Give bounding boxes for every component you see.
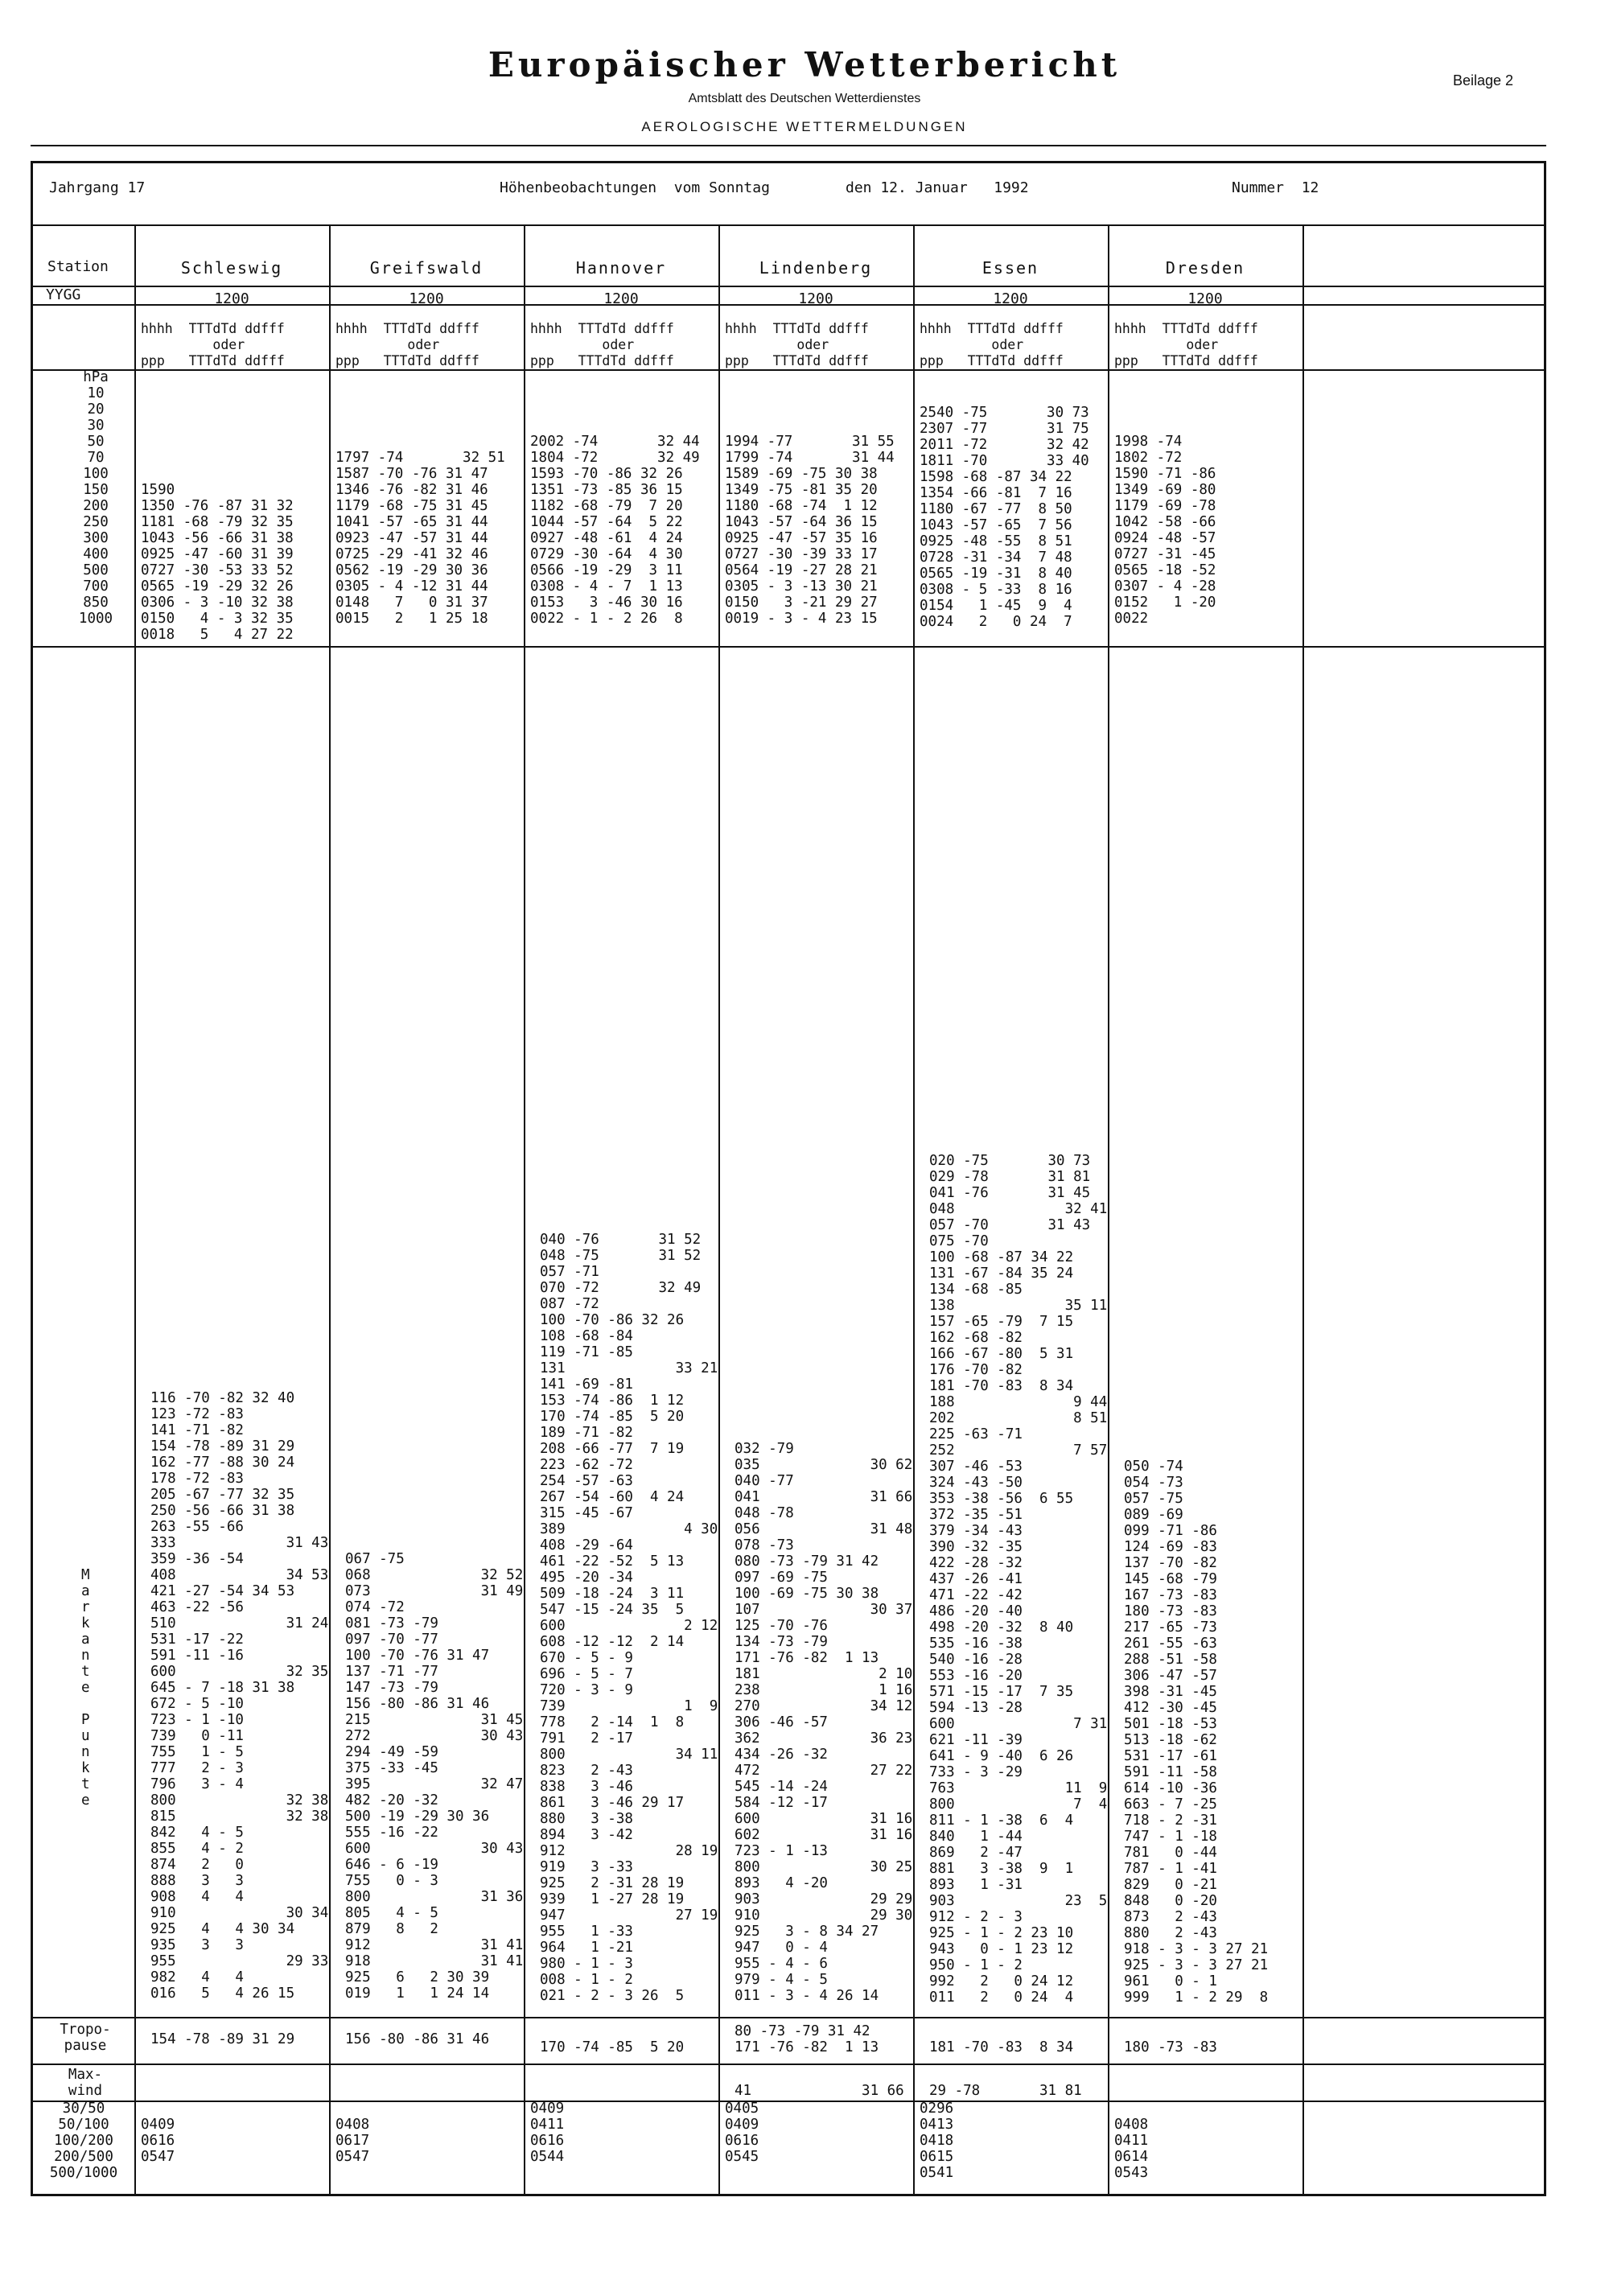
tropopause-data: 180 -73 -83: [1124, 2039, 1217, 2055]
column-header: hhhh TTTdTd ddfff oder ppp TTTdTd ddfff: [1114, 321, 1258, 368]
station-name: Schleswig: [180, 258, 283, 278]
rule-below-markante: [33, 2017, 1545, 2018]
yygg-label: YYGG: [46, 286, 81, 303]
column-header: hhhh TTTdTd ddfff oder ppp TTTdTd ddfff: [335, 321, 479, 368]
issue-number: Nummer 12: [1232, 179, 1319, 196]
rule-below-colhead: [33, 369, 1545, 371]
significant-levels-data: 067 -75 068 32 52 073 31 49 074 -72 081 -73 -79 097 -70 -77 100 -70 -76 31 47 137 -71 -77 147 -73 -79 156 -80 -86 31 46 215 31 45 272 30 43 294 -49 -59 375 -33 -45 395 32 47 482 -20 -32 500 -19 -29 30 36 555 -16 -22 600 30 43 646 - 6 -19 755 0 - 3 800 31 36 805 4 - 5 879 8 2 912 31 41 918 31 41 925 6 2 30 39 019 1 1 24 14: [345, 1551, 524, 2002]
shear-layers: 30/50 50/100 100/200 200/500 500/1000: [49, 2101, 118, 2181]
rule-below-tropopause: [33, 2064, 1545, 2065]
rule-below-station: [33, 286, 1545, 287]
standard-levels-data: 1590 1350 -76 -87 31 32 1181 -68 -79 32 35 1043 -56 -66 31 38 0925 -47 -60 31 39 0727 -30 -53 33 52 0565 -19 -29 32 26 0306 - 3 -10 32 38 0150 4 - 3 32 35 0018 5 4 27 22: [141, 482, 294, 643]
beilage-label: Beilage 2: [1453, 72, 1514, 88]
rule-below-standard: [33, 646, 1545, 648]
shear-data: 0408 0411 0614 0543: [1114, 2117, 1149, 2181]
shear-data: 0296 0413 0418 0615 0541: [920, 2101, 954, 2181]
column-header: hhhh TTTdTd ddfff oder ppp TTTdTd ddfff: [920, 321, 1064, 368]
standard-levels-data: 1797 -74 32 51 1587 -70 -76 31 47 1346 -76 -82 31 46 1179 -68 -75 31 45 1041 -57 -65 31 44 0923 -47 -57 31 44 0725 -29 -41 32 46 0562 -19 -29 30 36 0305 - 4 -12 31 44 0148 7 0 31 37 0015 2 1 25 18: [335, 450, 505, 627]
tropopause-data: 181 -70 -83 8 34: [929, 2039, 1074, 2055]
station-time: 1200: [603, 290, 639, 307]
shear-data: 0405 0409 0616 0545: [725, 2101, 759, 2165]
significant-levels-data: 020 -75 30 73 029 -78 31 81 041 -76 31 45 048 32 41 057 -70 31 43 075 -70 100 -68 -87 34 22 131 -67 -84 35 24 134 -68 -85 138 35 11 157 -65 -79 7 15 162 -68 -82 166 -67 -80 5 31 176 -70 -82 181 -70 -83 8 34 188 9 44 202 8 51 225 -63 -71 252 7 57 307 -46 -53 324 -43 -50 353 -38 -56 6 55 372 -35 -51 379 -34 -43 390 -32 -35 422 -28 -32 437 -26 -41 471 -22 -42 486 -20 -40 498 -20 -32 8 40 535 -16 -38 540 -16 -28 553 -16 -20 571 -15 -17 7 35 594 -13 -28 600 7 31 621 -11 -39 641 - 9 -40 6 26 733 - 3 -29 763 11 9 800 7 4 811 - 1 -38 6 4 840 1 -44 869 2 -47 881 3 -38 9 1 893 1 -31 903 23 5 912 - 2 - 3 925 - 1 - 2 23 10 943 0 - 1 23 12 950 - 1 - 2 992 2 0 24 12 011 2 0 24 4: [929, 1153, 1108, 2006]
shear-data: 0408 0617 0547: [335, 2117, 370, 2165]
significant-levels-data: 032 -79 035 30 62 040 -77 041 31 66 048 -78 056 31 48 078 -73 080 -73 -79 31 42 097 -69 -75 100 -69 -75 30 38 107 30 37 125 -70 -76 134 -73 -79 171 -76 -82 1 13 181 2 10 238 1 16 270 34 12 306 -46 -57 362 36 23 434 -26 -32 472 27 22 545 -14 -24 584 -12 -17 600 31 16 602 31 16 723 - 1 -13 800 30 25 893 4 -20 903 29 29 910 29 30 925 3 - 8 34 27 947 0 - 4 955 - 4 - 6 979 - 4 - 5 011 - 3 - 4 26 14: [735, 1441, 913, 2004]
subtitle: Amtsblatt des Deutschen Wetterdienstes: [688, 92, 921, 105]
station-label: Station: [47, 258, 109, 275]
station-name: Dresden: [1165, 258, 1245, 278]
standard-levels-data: 2002 -74 32 44 1804 -72 32 49 1593 -70 -86 32 26 1351 -73 -85 36 15 1182 -68 -79 7 20 1044 -57 -64 5 22 0927 -48 -61 4 24 0729 -30 -64 4 30 0566 -19 -29 3 11 0308 - 4 - 7 1 13 0153 3 -46 30 16 0022 - 1 - 2 26 8: [530, 434, 700, 627]
maxwind-data: 29 -78 31 81: [929, 2083, 1082, 2099]
issue-date: den 12. Januar 1992: [846, 179, 1029, 196]
tropopause-data: 154 -78 -89 31 29: [150, 2031, 295, 2047]
observation-type: Höhenbeobachtungen vom Sonntag: [500, 179, 770, 196]
jahrgang: Jahrgang 17: [49, 179, 146, 196]
significant-levels-data: 050 -74 054 -73 057 -75 089 -69 099 -71 -86 124 -69 -83 137 -70 -82 145 -68 -79 167 -73 -83 180 -73 -83 217 -65 -73 261 -55 -63 288 -51 -58 306 -47 -57 398 -31 -45 412 -30 -45 501 -18 -53 513 -18 -62 531 -17 -61 591 -11 -58 614 -10 -36 663 - 7 -25 718 - 2 -31 747 - 1 -18 781 0 -44 787 - 1 -41 829 0 -21 848 0 -20 873 2 -43 880 2 -43 918 - 3 - 3 27 21 925 - 3 - 3 27 21 961 0 - 1 999 1 - 2 29 8: [1124, 1459, 1269, 2006]
rule-below-meta: [33, 224, 1545, 226]
station-time: 1200: [1187, 290, 1223, 307]
standard-levels-data: 2540 -75 30 73 2307 -77 31 75 2011 -72 32 42 1811 -70 33 40 1598 -68 -87 34 22 1354 -66 -81 7 16 1180 -67 -77 8 50 1043 -57 -65 7 56 0925 -48 -55 8 51 0728 -31 -34 7 48 0565 -19 -31 8 40 0308 - 5 -33 8 16 0154 1 -45 9 4 0024 2 0 24 7: [920, 405, 1089, 630]
col-rule-7: [1302, 224, 1304, 2195]
significant-levels-data: 040 -76 31 52 048 -75 31 52 057 -71 070 -72 32 49 087 -72 100 -70 -86 32 26 108 -68 -84 119 -71 -85 131 33 21 141 -69 -81 153 -74 -86 1 12 170 -74 -85 5 20 189 -71 -82 208 -66 -77 7 19 223 -62 -72 254 -57 -63 267 -54 -60 4 24 315 -45 -67 389 4 30 408 -29 -64 461 -22 -52 5 13 495 -20 -34 509 -18 -24 3 11 547 -15 -24 35 5 600 2 12 608 -12 -12 2 14 670 - 5 - 9 696 - 5 - 7 720 - 3 - 9 739 1 9 778 2 -14 1 8 791 2 -17 800 34 11 823 2 -43 838 3 -46 861 3 -46 29 17 880 3 -38 894 3 -42 912 28 19 919 3 -33 925 2 -31 28 19 939 1 -27 28 19 947 27 19 955 1 -33 964 1 -21 980 - 1 - 3 008 - 1 - 2 021 - 2 - 3 26 5: [540, 1232, 718, 2004]
page-title: Europäischer Wetterbericht: [488, 45, 1121, 84]
station-time: 1200: [993, 290, 1028, 307]
tropopause-data: 80 -73 -79 31 42 171 -76 -82 1 13: [735, 2023, 879, 2055]
column-header: hhhh TTTdTd ddfff oder ppp TTTdTd ddfff: [530, 321, 674, 368]
standard-levels-data: 1998 -74 1802 -72 1590 -71 -86 1349 -69 -80 1179 -69 -78 1042 -58 -66 0924 -48 -57 0727 -31 -45 0565 -18 -52 0307 - 4 -28 0152 1 -20 0022: [1114, 434, 1216, 627]
column-header: hhhh TTTdTd ddfff oder ppp TTTdTd ddfff: [725, 321, 869, 368]
shear-data: 0409 0411 0616 0544: [530, 2101, 565, 2165]
maxwind-label: Max- wind: [68, 2067, 103, 2099]
station-name: Hannover: [575, 258, 667, 278]
col-rule-2: [329, 224, 331, 2195]
station-time: 1200: [214, 290, 249, 307]
shear-data: 0409 0616 0547: [141, 2117, 175, 2165]
column-header: hhhh TTTdTd ddfff oder ppp TTTdTd ddfff: [141, 321, 285, 368]
markante-punkte-label: M a r k a n t e P u n k t e: [81, 1567, 90, 1808]
weather-table: [31, 161, 1546, 2196]
tropopause-label: Tropo- pause: [60, 2022, 111, 2054]
rule-below-maxwind: [33, 2101, 1545, 2102]
col-rule-3: [524, 224, 525, 2195]
station-name: Greifswald: [369, 258, 484, 278]
station-time: 1200: [798, 290, 833, 307]
col-rule-5: [913, 224, 915, 2195]
col-rule-6: [1108, 224, 1109, 2195]
header-rule: [31, 145, 1546, 146]
section-title: AEROLOGISCHE WETTERMELDUNGEN: [641, 119, 968, 134]
col-rule-4: [718, 224, 720, 2195]
standard-levels-data: 1994 -77 31 55 1799 -74 31 44 1589 -69 -75 30 38 1349 -75 -81 35 20 1180 -68 -74 1 12 1043 -57 -64 36 15 0925 -47 -57 35 16 0727 -30 -39 33 17 0564 -19 -27 28 21 0305 - 3 -13 30 21 0150 3 -21 29 27 0019 - 3 - 4 23 15: [725, 434, 895, 627]
maxwind-data: 41 31 66: [735, 2083, 904, 2099]
pressure-levels: hPa 10 20 30 50 70 100 150 200 250 300 400 500 700 850 1000: [78, 369, 113, 627]
station-time: 1200: [409, 290, 444, 307]
station-name: Lindenberg: [759, 258, 873, 278]
tropopause-data: 170 -74 -85 5 20: [540, 2039, 685, 2055]
tropopause-data: 156 -80 -86 31 46: [345, 2031, 490, 2047]
station-name: Essen: [981, 258, 1039, 278]
significant-levels-data: 116 -70 -82 32 40 123 -72 -83 141 -71 -82 154 -78 -89 31 29 162 -77 -88 30 24 178 -72 -83 205 -67 -77 32 35 250 -56 -66 31 38 263 -55 -66 333 31 43 359 -36 -54 408 34 53 421 -27 -54 34 53 463 -22 -56 510 31 24 531 -17 -22 591 -11 -16 600 32 35 645 - 7 -18 31 38 672 - 5 -10 723 - 1 -10 739 0 -11 755 1 - 5 777 2 - 3 796 3 - 4 800 32 38 815 32 38 842 4 - 5 855 4 - 2 874 2 0 888 3 3 908 4 4 910 30 34 925 4 4 30 34 935 3 3 955 29 33 982 4 4 016 5 4 26 15: [150, 1390, 329, 2002]
